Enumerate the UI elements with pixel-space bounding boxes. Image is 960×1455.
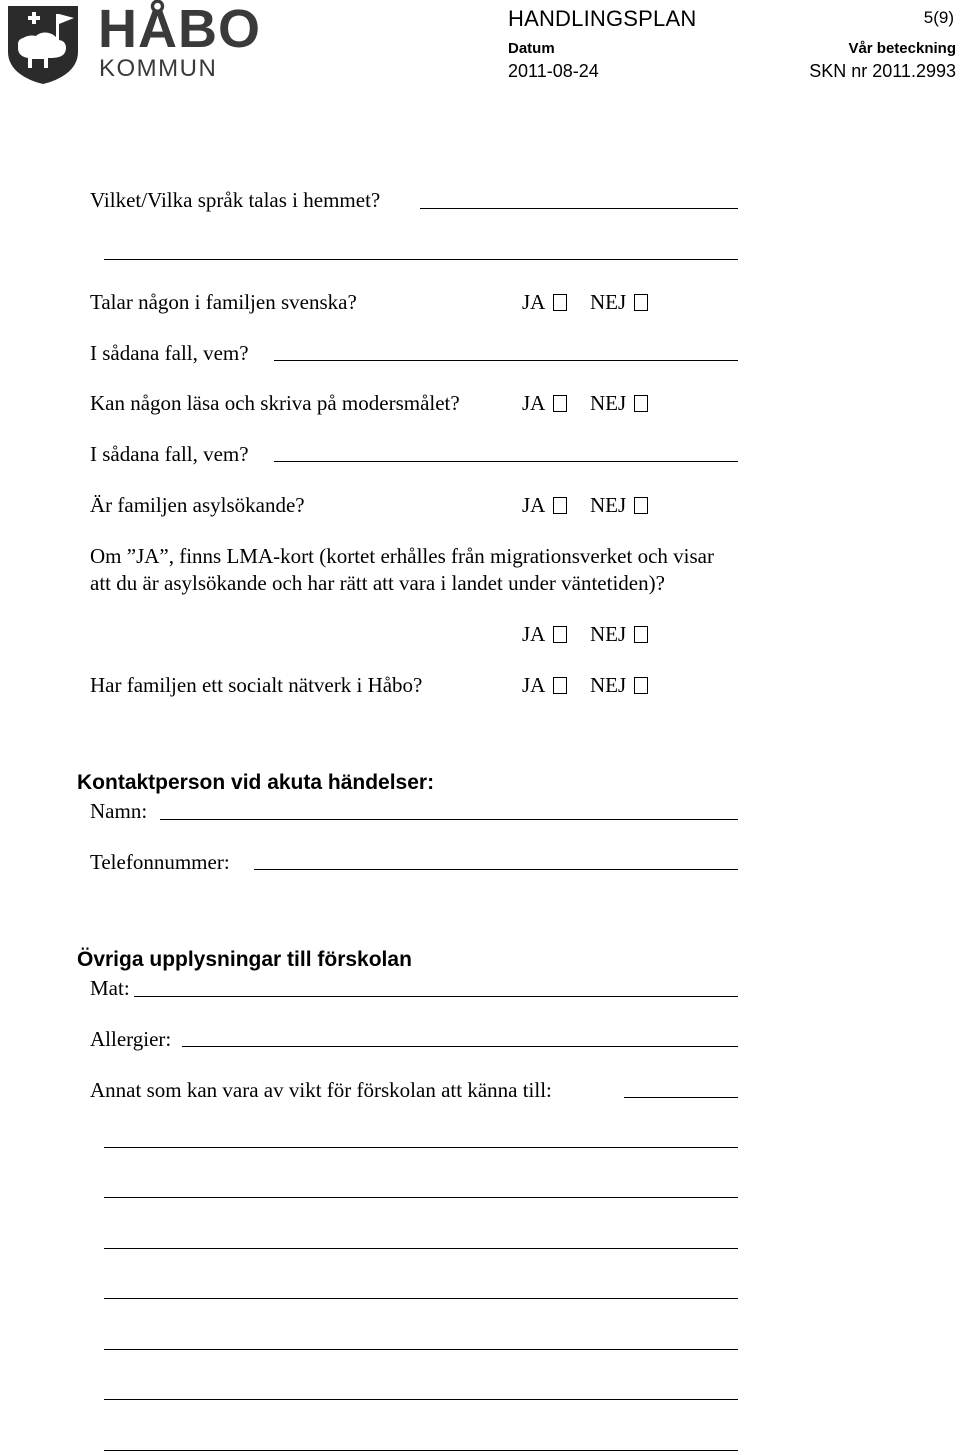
page-number: 5(9) [923, 8, 954, 27]
food-line[interactable] [134, 996, 738, 997]
allergy-label: Allergier: [90, 1027, 172, 1051]
other-line[interactable] [104, 1399, 738, 1400]
answer-line-who-2[interactable] [274, 461, 738, 462]
date-value: 2011-08-24 [508, 61, 599, 81]
checkbox-nej-read[interactable] [590, 390, 648, 416]
checkbox-square-icon [553, 294, 567, 311]
checkbox-ja-network[interactable] [522, 672, 567, 698]
ja-label: JA [522, 622, 546, 646]
contact-phone-label: Telefonnummer: [90, 850, 230, 874]
nej-label: NEJ [590, 622, 627, 646]
nej-label: NEJ [590, 493, 627, 517]
checkbox-square-icon [553, 626, 567, 643]
contact-phone-line[interactable] [254, 869, 738, 870]
answer-line-language[interactable] [420, 208, 738, 209]
other-line[interactable] [104, 1298, 738, 1299]
question-asylum: Är familjen asylsökande? [90, 493, 305, 517]
reference-value: SKN nr 2011.2993 [809, 61, 956, 81]
checkbox-nej-network[interactable] [590, 672, 648, 698]
checkbox-nej-swedish[interactable] [590, 289, 648, 315]
logo-subtext: KOMMUN [99, 55, 218, 82]
question-who-1: I sådana fall, vem? [90, 341, 249, 365]
checkbox-square-icon [553, 497, 567, 514]
checkbox-square-icon [634, 395, 648, 412]
checkbox-ja-asylum[interactable] [522, 492, 567, 518]
nej-label: NEJ [590, 290, 627, 314]
question-read-write: Kan någon läsa och skriva på modersmålet? [90, 391, 460, 415]
checkbox-square-icon [634, 677, 648, 694]
date-label: Datum [508, 40, 555, 57]
other-line[interactable] [104, 1349, 738, 1350]
question-who-2: I sådana fall, vem? [90, 442, 249, 466]
other-line[interactable] [104, 1248, 738, 1249]
ja-label: JA [522, 290, 546, 314]
checkbox-square-icon [634, 294, 648, 311]
checkbox-square-icon [634, 497, 648, 514]
question-language: Vilket/Vilka språk talas i hemmet? [90, 188, 381, 212]
other-info-heading: Övriga upplysningar till förskolan [77, 948, 412, 971]
other-line[interactable] [104, 1450, 738, 1451]
logo-text: HÅBO [98, 0, 261, 59]
allergy-line[interactable] [182, 1046, 738, 1047]
checkbox-square-icon [634, 626, 648, 643]
checkbox-ja-lma[interactable] [522, 621, 567, 647]
nej-label: NEJ [590, 673, 627, 697]
other-line[interactable] [104, 1147, 738, 1148]
ja-label: JA [522, 391, 546, 415]
nej-label: NEJ [590, 391, 627, 415]
coat-of-arms-icon [4, 4, 82, 86]
checkbox-square-icon [553, 395, 567, 412]
checkbox-nej-lma[interactable] [590, 621, 648, 647]
question-lma-line-1: Om ”JA”, finns LMA-kort (kortet erhålles från migrationsverket och visar [90, 544, 714, 568]
reference-label: Vår beteckning [848, 40, 956, 57]
other-line[interactable] [104, 1197, 738, 1198]
contact-heading: Kontaktperson vid akuta händelser: [77, 771, 435, 794]
question-network: Har familjen ett socialt nätverk i Håbo? [90, 673, 423, 697]
contact-name-label: Namn: [90, 799, 148, 823]
checkbox-square-icon [553, 677, 567, 694]
other-label: Annat som kan vara av vikt för förskolan att känna till: [90, 1078, 552, 1102]
food-label: Mat: [90, 976, 130, 1000]
answer-line-language-2[interactable] [104, 259, 738, 260]
document-title: HANDLINGSPLAN [508, 6, 697, 31]
ja-label: JA [522, 673, 546, 697]
question-swedish: Talar någon i familjen svenska? [90, 290, 357, 314]
checkbox-nej-asylum[interactable] [590, 492, 648, 518]
answer-line-who-1[interactable] [274, 360, 738, 361]
ja-label: JA [522, 493, 546, 517]
checkbox-ja-swedish[interactable] [522, 289, 567, 315]
contact-name-line[interactable] [160, 819, 738, 820]
question-lma-line-2: att du är asylsökande och har rätt att vara i landet under väntetiden)? [90, 571, 665, 595]
checkbox-ja-read[interactable] [522, 390, 567, 416]
other-line-inline[interactable] [624, 1097, 738, 1098]
